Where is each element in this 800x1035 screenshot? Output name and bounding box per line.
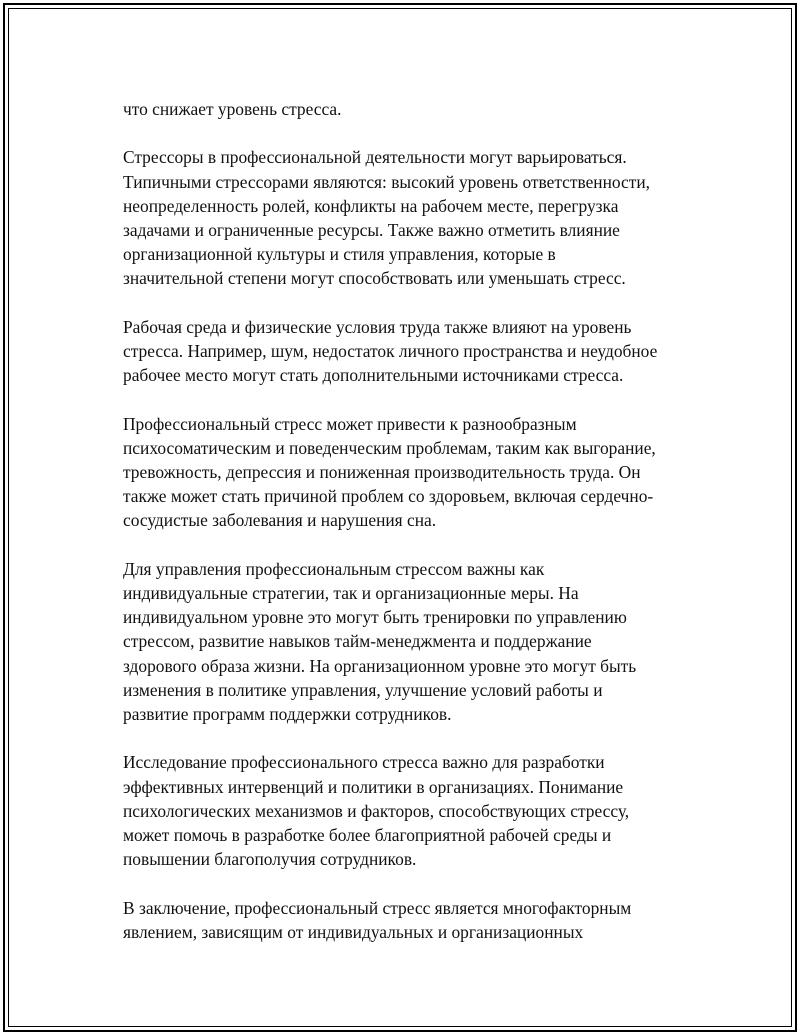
text-line: задачами и ограниченные ресурсы. Также важно отметить влияние: [123, 220, 620, 240]
paragraph-5: [123, 557, 698, 726]
paragraph-1: [123, 97, 698, 121]
text-line: Для управления профессиональным стрессом важны как: [123, 558, 545, 579]
text-line: Типичными стрессорами являются: высокий уровень ответственности,: [123, 171, 651, 192]
text-line: Профессиональный стресс может привести к разнообразным: [123, 413, 577, 434]
page-frame: [3, 3, 797, 1032]
text-line: стрессом, развитие навыков тайм-менеджмента и поддержание: [123, 631, 592, 652]
text-line: изменения в политике управления, улучшение условий работы и: [123, 679, 603, 700]
paragraph-2: [123, 145, 698, 290]
text-line: здорового образа жизни. На организационном уровне это могут быть: [123, 655, 637, 676]
paragraph-4: [123, 412, 698, 533]
text-line: неопределенность ролей, конфликты на рабочем месте, перегрузка: [123, 195, 619, 216]
text-line: В заключение, профессиональный стресс является многофакторным: [123, 897, 632, 918]
text-line: эффективных интервенций и политики в организациях. Понимание: [123, 776, 624, 797]
paragraph-3: [123, 315, 698, 388]
paragraph-7: [123, 896, 698, 944]
text-line: может помочь в разработке более благоприятной рабочей среды и: [123, 825, 612, 846]
text-line: повышении благополучия сотрудников.: [123, 849, 417, 870]
text-line: значительной степени могут способствовать или уменьшать стресс.: [123, 268, 626, 289]
text-line: сосудистые заболевания и нарушения сна.: [123, 510, 437, 531]
text-line: стресса. Например, шум, недостаток личного пространства и неудобное: [123, 341, 658, 361]
text-line: явлением, зависящим от индивидуальных и организационных: [123, 921, 584, 942]
paragraph-6: [123, 750, 698, 871]
text-line: психологических механизмов и факторов, способствующих стрессу,: [123, 800, 630, 821]
text-line: Стрессоры в профессиональной деятельности могут варьироваться.: [123, 147, 627, 168]
text-line: Исследование профессионального стресса важно для разработки: [123, 752, 605, 773]
text-line: рабочее место могут стать дополнительными источниками стресса.: [123, 365, 624, 386]
text-line: организационной культуры и стиля управления, которые в: [123, 244, 556, 265]
text-line: тревожность, депрессия и пониженная производительность труда. Он: [123, 462, 641, 482]
text-line: что снижает уровень стресса.: [123, 99, 342, 119]
document-body: [123, 97, 698, 968]
text-line: развитие программ поддержки сотрудников.: [123, 704, 452, 725]
text-line: индивидуальном уровне это могут быть тренировки по управлению: [123, 607, 627, 628]
text-line: Рабочая среда и физические условия труда также влияют на уровень: [123, 316, 632, 337]
text-line: индивидуальные стратегии, так и организационные меры. На: [123, 583, 579, 603]
text-line: психосоматическим и поведенческим проблемам, таким как выгорание,: [123, 437, 656, 458]
text-line: также может стать причиной проблем со здоровьем, включая сердечно-: [123, 486, 654, 507]
